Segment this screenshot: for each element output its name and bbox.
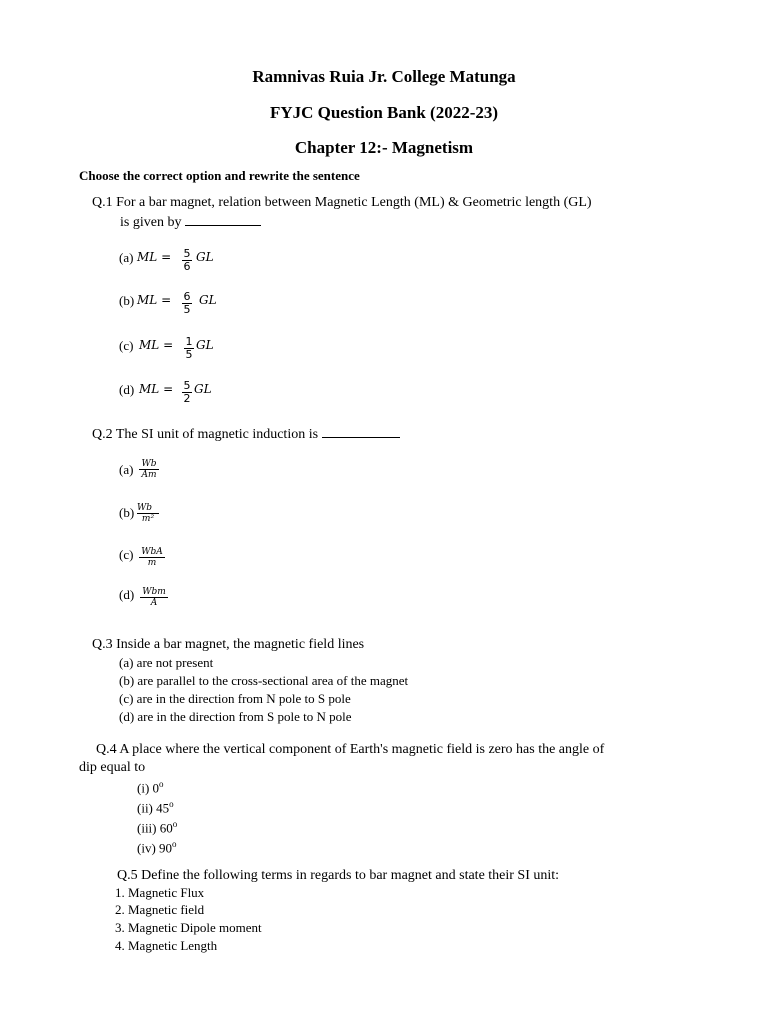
q3-text: Q.3 Inside a bar magnet, the magnetic field lines [92,637,365,652]
q5-item-1: 1. Magnetic Flux [115,885,205,900]
college-title: Ramnivas Ruia Jr. College Matunga [252,67,516,86]
q5-text: Q.5 Define the following terms in regards to bar magnet and state their SI unit: [117,868,560,883]
q3-option-c: (c) are in the direction from N pole to S pole [119,691,351,706]
q5-item-4: 4. Magnetic Length [115,938,218,953]
q4-option-i: (i) 0$^o$ [137,779,164,796]
question-bank-title: FYJC Question Bank (2022-23) [269,103,499,122]
q4-text-line2: dip equal to [79,760,146,775]
instruction-text: Choose the correct option and rewrite the sentence [79,168,360,183]
q4-option-ii: (ii) 45$^o$ [137,799,174,816]
chapter-title: Chapter 12:- Magnetism [294,138,474,157]
q4-text-line1: Q.4 A place where the vertical component of Earth's magnetic field is zero has the angle of [96,742,605,757]
q3-option-d: (d) are in the direction from S pole to N pole [119,709,352,724]
q3-option-a: (a) are not present [119,655,214,670]
q1-text-line1: Q.1 For a bar magnet, relation between Magnetic Length (ML) & Geometric length (GL) [92,195,592,210]
q2-text: Q.2 The SI unit of magnetic induction is [92,425,400,443]
q3-option-b: (b) are parallel to the cross-sectional area of the magnet [119,673,409,688]
q5-item-3: 3. Magnetic Dipole moment [115,920,262,935]
q1-text-line2: is given by [120,213,261,231]
q5-item-2: 2. Magnetic field [115,902,205,917]
q4-option-iii: (iii) 60$^o$ [137,819,178,836]
q4-option-iv: (iv) 90$^o$ [137,839,177,856]
